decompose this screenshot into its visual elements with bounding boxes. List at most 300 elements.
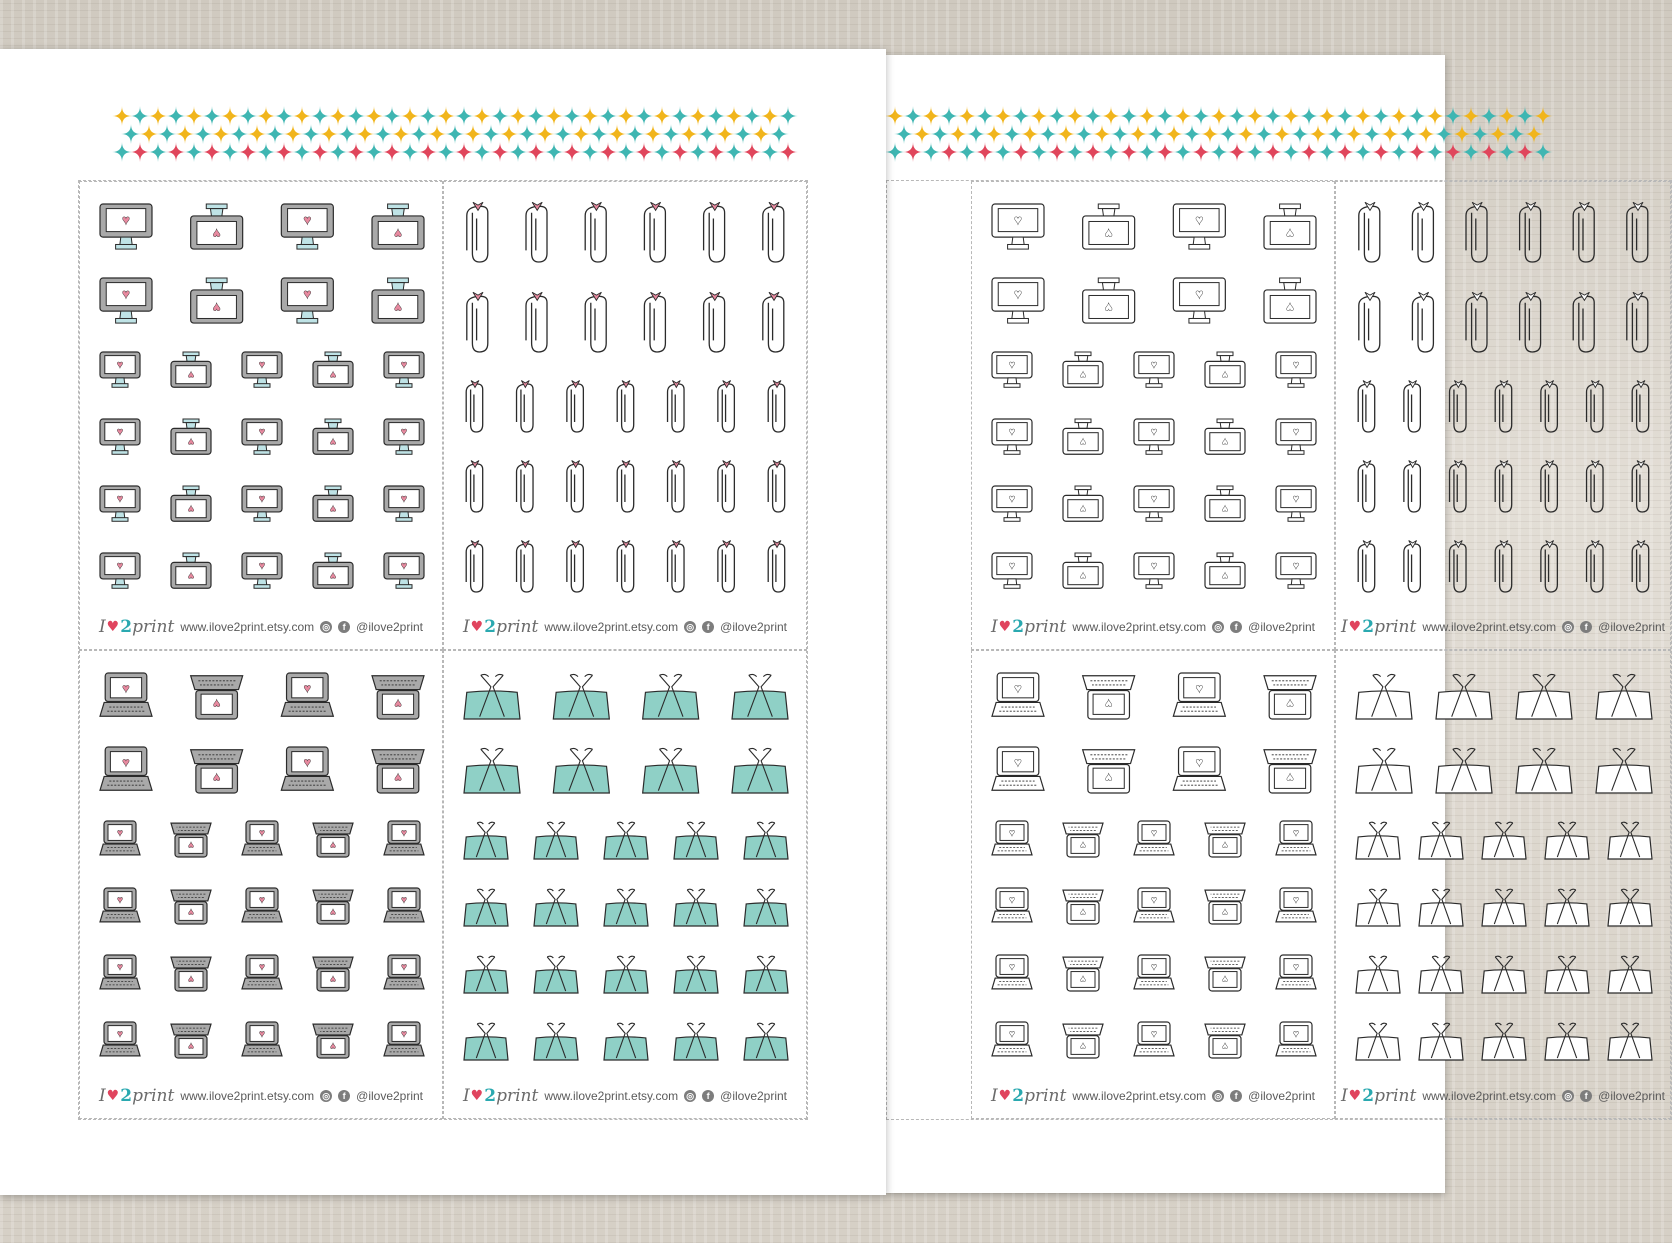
paperclip-icon: [467, 292, 488, 352]
laptop-icon: [1134, 1022, 1174, 1056]
paperclip-icon: [1358, 541, 1375, 593]
svg-text:♥: ♥: [303, 754, 312, 770]
diamond-shape: [256, 142, 276, 162]
diamond-shape: [562, 142, 582, 162]
diamond-shape: [1434, 124, 1454, 144]
laptop-icon: [1173, 747, 1225, 790]
laptop-icon: [242, 955, 282, 989]
diamond-shape: [778, 142, 798, 162]
laptop-open-icon: [1205, 823, 1245, 857]
paperclip-icon: [644, 202, 665, 262]
social-handle[interactable]: @ilove2print: [356, 1089, 424, 1103]
monitor-icon: [992, 204, 1044, 249]
website-link[interactable]: www.ilove2print.etsy.com: [1422, 620, 1557, 634]
website-link[interactable]: www.ilove2print.etsy.com: [180, 1089, 315, 1103]
svg-text:♥: ♥: [330, 838, 336, 850]
diamond-shape: [202, 142, 222, 162]
monitor-back-icon: [171, 486, 211, 521]
binder-clip-icon: [1596, 748, 1652, 793]
diamond-shape: [975, 106, 995, 126]
paperclip-icon: [585, 202, 606, 262]
binder-clip-icon: [464, 674, 520, 719]
heart-icon: ♥: [106, 1088, 120, 1104]
diamond-shape: [211, 124, 231, 144]
svg-text:♥: ♥: [116, 560, 124, 573]
diamond-shape: [1056, 124, 1076, 144]
colored-sticker-sheet: [0, 49, 886, 1195]
svg-text:♥: ♥: [400, 560, 408, 573]
social-handle[interactable]: @ilove2print: [1598, 620, 1666, 634]
panel-footer: [1336, 1082, 1670, 1110]
diamond-shape: [508, 106, 528, 126]
diamond-shape: [930, 124, 950, 144]
paperclip-icon: [1520, 202, 1541, 262]
svg-text:♥: ♥: [1150, 426, 1158, 439]
monitor-back-icon: [171, 419, 211, 454]
binder-clip-icon: [1545, 1023, 1589, 1060]
diamond-shape: [256, 106, 276, 126]
paperclip-icon: [526, 292, 547, 352]
svg-text:♥: ♥: [187, 569, 195, 582]
diamond-shape: [724, 106, 744, 126]
svg-text:♥: ♥: [1222, 905, 1228, 917]
paperclip-icon: [1495, 461, 1512, 513]
svg-text:♥: ♥: [401, 962, 407, 974]
laptop-open-icon: [372, 676, 424, 719]
social-handle[interactable]: @ilove2print: [720, 1089, 788, 1103]
monitor-back-icon: [313, 352, 353, 387]
diamond-shape: [1065, 106, 1085, 126]
svg-text:♥: ♥: [117, 1029, 123, 1041]
monitor-icon: [242, 486, 282, 521]
diamond-shape: [679, 124, 699, 144]
paperclip-icon: [1541, 381, 1558, 433]
diamond-shape: [112, 106, 132, 126]
diamond-shape: [993, 106, 1013, 126]
diamond-shape: [1245, 142, 1265, 162]
binder-clip-icon: [1436, 674, 1492, 719]
diamond-shape: [1119, 142, 1139, 162]
laptop-icon: [100, 747, 152, 790]
diamond-shape: [1533, 142, 1553, 162]
laptop-open-icon: [1063, 957, 1103, 991]
paperclip-icon: [718, 461, 735, 513]
laptop-outline-panel: [971, 650, 1335, 1119]
svg-text:♥: ♥: [1221, 435, 1229, 448]
binder-clip-icon: [732, 748, 788, 793]
paperclip-icon: [466, 541, 483, 593]
paperclip-icon: [763, 202, 784, 262]
diamond-shape: [1488, 124, 1508, 144]
diamond-shape: [508, 142, 528, 162]
paperclip-icon: [768, 381, 785, 433]
diamond-shape: [1308, 124, 1328, 144]
heart-icon: ♥: [470, 619, 484, 635]
paperclip-icon: [567, 461, 584, 513]
binder-clip-icon: [1356, 1023, 1400, 1060]
binder-clip-icon: [1356, 748, 1412, 793]
monitor-back-icon: [1205, 419, 1245, 454]
panel-footer: [1336, 613, 1670, 641]
diamond-shape: [706, 106, 726, 126]
diamond-shape: [1200, 124, 1220, 144]
brand-logo: I ♥ 2 print: [990, 617, 1067, 637]
svg-text:♥: ♥: [394, 770, 402, 786]
diamond-shape: [220, 106, 240, 126]
diamond-shape: [1074, 124, 1094, 144]
paperclip-icon: [1587, 381, 1604, 433]
diamond-shape: [670, 106, 690, 126]
diamond-shape: [112, 142, 132, 162]
laptop-open-icon: [1264, 750, 1316, 793]
diamond-shape: [1083, 106, 1103, 126]
laptop-icon: [100, 955, 140, 989]
diamond-shape: [1092, 124, 1112, 144]
paperclip-icon: [1404, 541, 1421, 593]
diamond-shape: [1209, 142, 1229, 162]
svg-text:♥: ♥: [1009, 828, 1015, 840]
svg-text:♥: ♥: [329, 368, 337, 381]
diamond-shape: [1533, 106, 1553, 126]
diamond-shape: [382, 106, 402, 126]
svg-text:♥: ♥: [188, 905, 194, 917]
paperclip-icon: [467, 202, 488, 262]
diamond-shape: [1011, 106, 1031, 126]
diamond-shape: [1389, 106, 1409, 126]
binder-clip-icon: [534, 822, 578, 859]
diamond-shape: [1344, 124, 1364, 144]
diamond-shape: [885, 142, 905, 162]
diamond-shape: [634, 106, 654, 126]
svg-text:♥: ♥: [188, 838, 194, 850]
facebook-icon[interactable]: f: [1230, 621, 1242, 633]
monitor-icon: [1276, 419, 1316, 454]
diamond-shape: [400, 142, 420, 162]
binder-clip-sticker-panel: [443, 650, 807, 1119]
laptop-open-icon: [313, 1024, 353, 1058]
laptop-icon: [281, 747, 333, 790]
svg-text:♥: ♥: [1195, 754, 1204, 770]
social-handle[interactable]: @ilove2print: [1248, 620, 1316, 634]
social-handle[interactable]: @ilove2print: [1598, 1089, 1666, 1103]
monitor-icon: [992, 553, 1032, 588]
diamond-shape: [247, 124, 267, 144]
paperclip-icon: [517, 461, 534, 513]
svg-text:♥: ♥: [258, 560, 266, 573]
diamond-shape: [166, 142, 186, 162]
svg-text:♥: ♥: [393, 299, 403, 315]
svg-text:♥: ♥: [401, 828, 407, 840]
binder-clip-icon: [1356, 956, 1400, 993]
diamond-shape: [1218, 124, 1238, 144]
laptop-icon: [1276, 821, 1316, 855]
svg-text:♥: ♥: [1079, 569, 1087, 582]
facebook-icon[interactable]: f: [338, 1090, 350, 1102]
facebook-icon[interactable]: f: [1580, 621, 1592, 633]
laptop-icon: [992, 888, 1032, 922]
diamond-shape: [220, 142, 240, 162]
diamond-shape: [139, 124, 159, 144]
svg-text:♥: ♥: [400, 493, 408, 506]
diamond-shape: [490, 142, 510, 162]
instagram-icon[interactable]: ◎: [1562, 621, 1574, 633]
binder-clip-icon: [1419, 1023, 1463, 1060]
social-handle[interactable]: @ilove2print: [720, 620, 788, 634]
diamond-shape: [1047, 106, 1067, 126]
binder-clip-icon: [674, 822, 718, 859]
diamond-shape: [616, 142, 636, 162]
diamond-shape: [1155, 106, 1175, 126]
facebook-icon[interactable]: f: [338, 621, 350, 633]
website-link[interactable]: www.ilove2print.etsy.com: [180, 620, 315, 634]
diamond-shape: [616, 106, 636, 126]
binder-clip-icon: [1436, 748, 1492, 793]
binder-clip-outline-panel: [1335, 650, 1671, 1119]
diamond-shape: [391, 124, 411, 144]
paperclip-icon: [567, 541, 584, 593]
paperclip-icon: [1359, 292, 1380, 352]
binder-clip-icon: [732, 674, 788, 719]
heart-icon: ♥: [998, 619, 1012, 635]
diamond-shape: [571, 124, 591, 144]
monitor-back-icon: [1264, 278, 1316, 323]
diamond-shape: [1020, 124, 1040, 144]
binder-clip-icon: [744, 956, 788, 993]
diamond-shape: [1002, 124, 1022, 144]
binder-clip-icon: [674, 956, 718, 993]
diamond-shape: [715, 124, 735, 144]
diamond-shape: [724, 142, 744, 162]
laptop-icon: [242, 888, 282, 922]
paperclip-icon: [617, 461, 634, 513]
binder-clip-icon: [1545, 822, 1589, 859]
instagram-icon[interactable]: ◎: [320, 621, 332, 633]
diamond-shape: [292, 142, 312, 162]
diamond-shape: [885, 106, 905, 126]
svg-text:♥: ♥: [1150, 493, 1158, 506]
laptop-open-icon: [171, 1024, 211, 1058]
brand-logo: I ♥ 2 print: [1340, 617, 1417, 637]
instagram-icon[interactable]: ◎: [1212, 621, 1224, 633]
diamond-shape: [1326, 124, 1346, 144]
laptop-open-icon: [191, 676, 243, 719]
svg-text:♥: ♥: [1151, 962, 1157, 974]
brand-logo: I ♥ 2 print: [98, 1086, 175, 1106]
binder-clip-icon: [1419, 822, 1463, 859]
instagram-icon[interactable]: ◎: [684, 621, 696, 633]
binder-clip-icon: [1608, 1023, 1652, 1060]
laptop-icon: [100, 888, 140, 922]
monitor-sticker-panel: [79, 181, 443, 650]
diamond-shape: [1299, 142, 1319, 162]
svg-text:♥: ♥: [117, 962, 123, 974]
facebook-icon[interactable]: f: [702, 621, 714, 633]
diamond-shape: [499, 124, 519, 144]
monitor-back-icon: [1083, 204, 1135, 249]
svg-text:♥: ♥: [1222, 1039, 1228, 1051]
paperclip-icon: [1359, 202, 1380, 262]
monitor-icon: [1173, 204, 1225, 249]
laptop-icon: [1173, 673, 1225, 716]
svg-text:♥: ♥: [303, 680, 312, 696]
diamond-shape: [364, 142, 384, 162]
instagram-icon[interactable]: ◎: [1562, 1090, 1574, 1102]
diamond-shape: [310, 142, 330, 162]
monitor-icon: [1134, 352, 1174, 387]
monitor-icon: [100, 419, 140, 454]
brand-logo: I ♥ 2 print: [98, 617, 175, 637]
laptop-open-icon: [171, 957, 211, 991]
svg-text:♥: ♥: [1104, 696, 1113, 712]
diamond-shape: [1101, 106, 1121, 126]
svg-text:♥: ♥: [330, 972, 336, 984]
website-link[interactable]: www.ilove2print.etsy.com: [1072, 620, 1207, 634]
binder-clip-icon: [643, 748, 699, 793]
social-handle[interactable]: @ilove2print: [356, 620, 424, 634]
svg-text:♥: ♥: [187, 435, 195, 448]
website-link[interactable]: www.ilove2print.etsy.com: [544, 1089, 679, 1103]
svg-text:♥: ♥: [1293, 828, 1299, 840]
binder-clip-icon: [1356, 674, 1412, 719]
binder-clip-icon: [1482, 956, 1526, 993]
svg-text:♥: ♥: [116, 493, 124, 506]
paperclip-icon: [704, 202, 725, 262]
diamond-shape: [598, 142, 618, 162]
heart-icon: ♥: [1348, 1088, 1362, 1104]
paperclip-icon: [526, 202, 547, 262]
diamond-shape: [472, 106, 492, 126]
svg-text:♥: ♥: [212, 770, 221, 786]
website-link[interactable]: www.ilove2print.etsy.com: [544, 620, 679, 634]
paperclip-icon: [1466, 202, 1487, 262]
instagram-icon[interactable]: ◎: [1212, 1090, 1224, 1102]
laptop-open-icon: [313, 890, 353, 924]
diamond-shape: [1380, 124, 1400, 144]
sticker-grid: [886, 180, 1672, 1120]
monitor-icon: [992, 419, 1032, 454]
diamond-shape: [1335, 106, 1355, 126]
paperclip-icon: [1573, 292, 1594, 352]
svg-text:♥: ♥: [1286, 696, 1294, 712]
monitor-back-icon: [191, 204, 243, 249]
diamond-shape: [580, 142, 600, 162]
social-handle[interactable]: @ilove2print: [1248, 1089, 1316, 1103]
diamond-shape: [1263, 106, 1283, 126]
diamond-shape: [346, 142, 366, 162]
paperclip-icon: [763, 292, 784, 352]
paperclip-icon: [466, 381, 483, 433]
diamond-shape: [1182, 124, 1202, 144]
svg-text:♥: ♥: [1104, 225, 1113, 241]
diamond-shape: [445, 124, 465, 144]
diamond-shape: [1443, 106, 1463, 126]
diamond-shape: [1227, 142, 1247, 162]
monitor-icon: [1134, 419, 1174, 454]
svg-text:♥: ♥: [1151, 895, 1157, 907]
svg-text:♥: ♥: [1292, 560, 1300, 573]
binder-clip-icon: [1419, 889, 1463, 926]
svg-text:♥: ♥: [1292, 493, 1300, 506]
svg-text:♥: ♥: [400, 426, 408, 439]
diamond-shape: [751, 124, 771, 144]
binder-clip-icon: [1482, 822, 1526, 859]
diamond-shape: [598, 106, 618, 126]
monitor-back-icon: [313, 419, 353, 454]
paperclip-icon: [1541, 541, 1558, 593]
facebook-icon[interactable]: f: [1580, 1090, 1592, 1102]
diamond-shape: [130, 142, 150, 162]
diamond-shape: [526, 106, 546, 126]
sticker-icons: [80, 651, 444, 1076]
diamond-shape: [1047, 142, 1067, 162]
heart-icon: ♥: [106, 619, 120, 635]
monitor-icon: [281, 204, 333, 249]
website-link[interactable]: www.ilove2print.etsy.com: [1422, 1089, 1557, 1103]
paperclip-icon: [1466, 292, 1487, 352]
laptop-icon: [242, 821, 282, 855]
diamond-shape: [1524, 124, 1544, 144]
svg-text:♥: ♥: [1079, 368, 1087, 381]
diamond-shape: [319, 124, 339, 144]
svg-text:♥: ♥: [1013, 286, 1023, 302]
binder-clip-icon: [674, 1023, 718, 1060]
paperclip-icon: [668, 461, 685, 513]
diamond-shape: [1353, 106, 1373, 126]
diamond-shape: [535, 124, 555, 144]
diamond-shape: [400, 106, 420, 126]
binder-clip-icon: [1545, 956, 1589, 993]
instagram-icon[interactable]: ◎: [320, 1090, 332, 1102]
brand-logo: I ♥ 2 print: [462, 617, 539, 637]
diamond-shape: [1506, 124, 1526, 144]
svg-text:♥: ♥: [303, 286, 312, 302]
diamond-shape: [1452, 124, 1472, 144]
svg-text:♥: ♥: [1293, 962, 1299, 974]
binder-clip-icon: [1419, 956, 1463, 993]
diamond-shape: [544, 106, 564, 126]
facebook-icon[interactable]: f: [1230, 1090, 1242, 1102]
monitor-icon: [992, 352, 1032, 387]
svg-text:♥: ♥: [400, 359, 408, 372]
instagram-icon[interactable]: ◎: [684, 1090, 696, 1102]
diamond-shape: [454, 106, 474, 126]
monitor-icon: [384, 352, 424, 387]
monitor-back-icon: [313, 486, 353, 521]
diamond-shape: [1407, 106, 1427, 126]
paperclip-icon: [1632, 461, 1649, 513]
laptop-icon: [1134, 888, 1174, 922]
diamond-shape: [903, 142, 923, 162]
binder-clip-icon: [1516, 748, 1572, 793]
svg-text:♥: ♥: [1221, 569, 1229, 582]
diamond-shape: [346, 106, 366, 126]
diamond-shape: [1272, 124, 1292, 144]
diamond-shape: [760, 142, 780, 162]
diamond-shape: [1209, 106, 1229, 126]
svg-text:♥: ♥: [187, 368, 195, 381]
diamond-shape: [993, 142, 1013, 162]
facebook-icon[interactable]: f: [702, 1090, 714, 1102]
svg-text:♥: ♥: [117, 895, 123, 907]
diamond-shape: [121, 124, 141, 144]
website-link[interactable]: www.ilove2print.etsy.com: [1072, 1089, 1207, 1103]
heart-icon: ♥: [998, 1088, 1012, 1104]
binder-clip-icon: [604, 822, 648, 859]
monitor-icon: [1276, 486, 1316, 521]
svg-text:♥: ♥: [1195, 212, 1204, 228]
paperclip-icon: [517, 381, 534, 433]
diamond-shape: [1479, 106, 1499, 126]
